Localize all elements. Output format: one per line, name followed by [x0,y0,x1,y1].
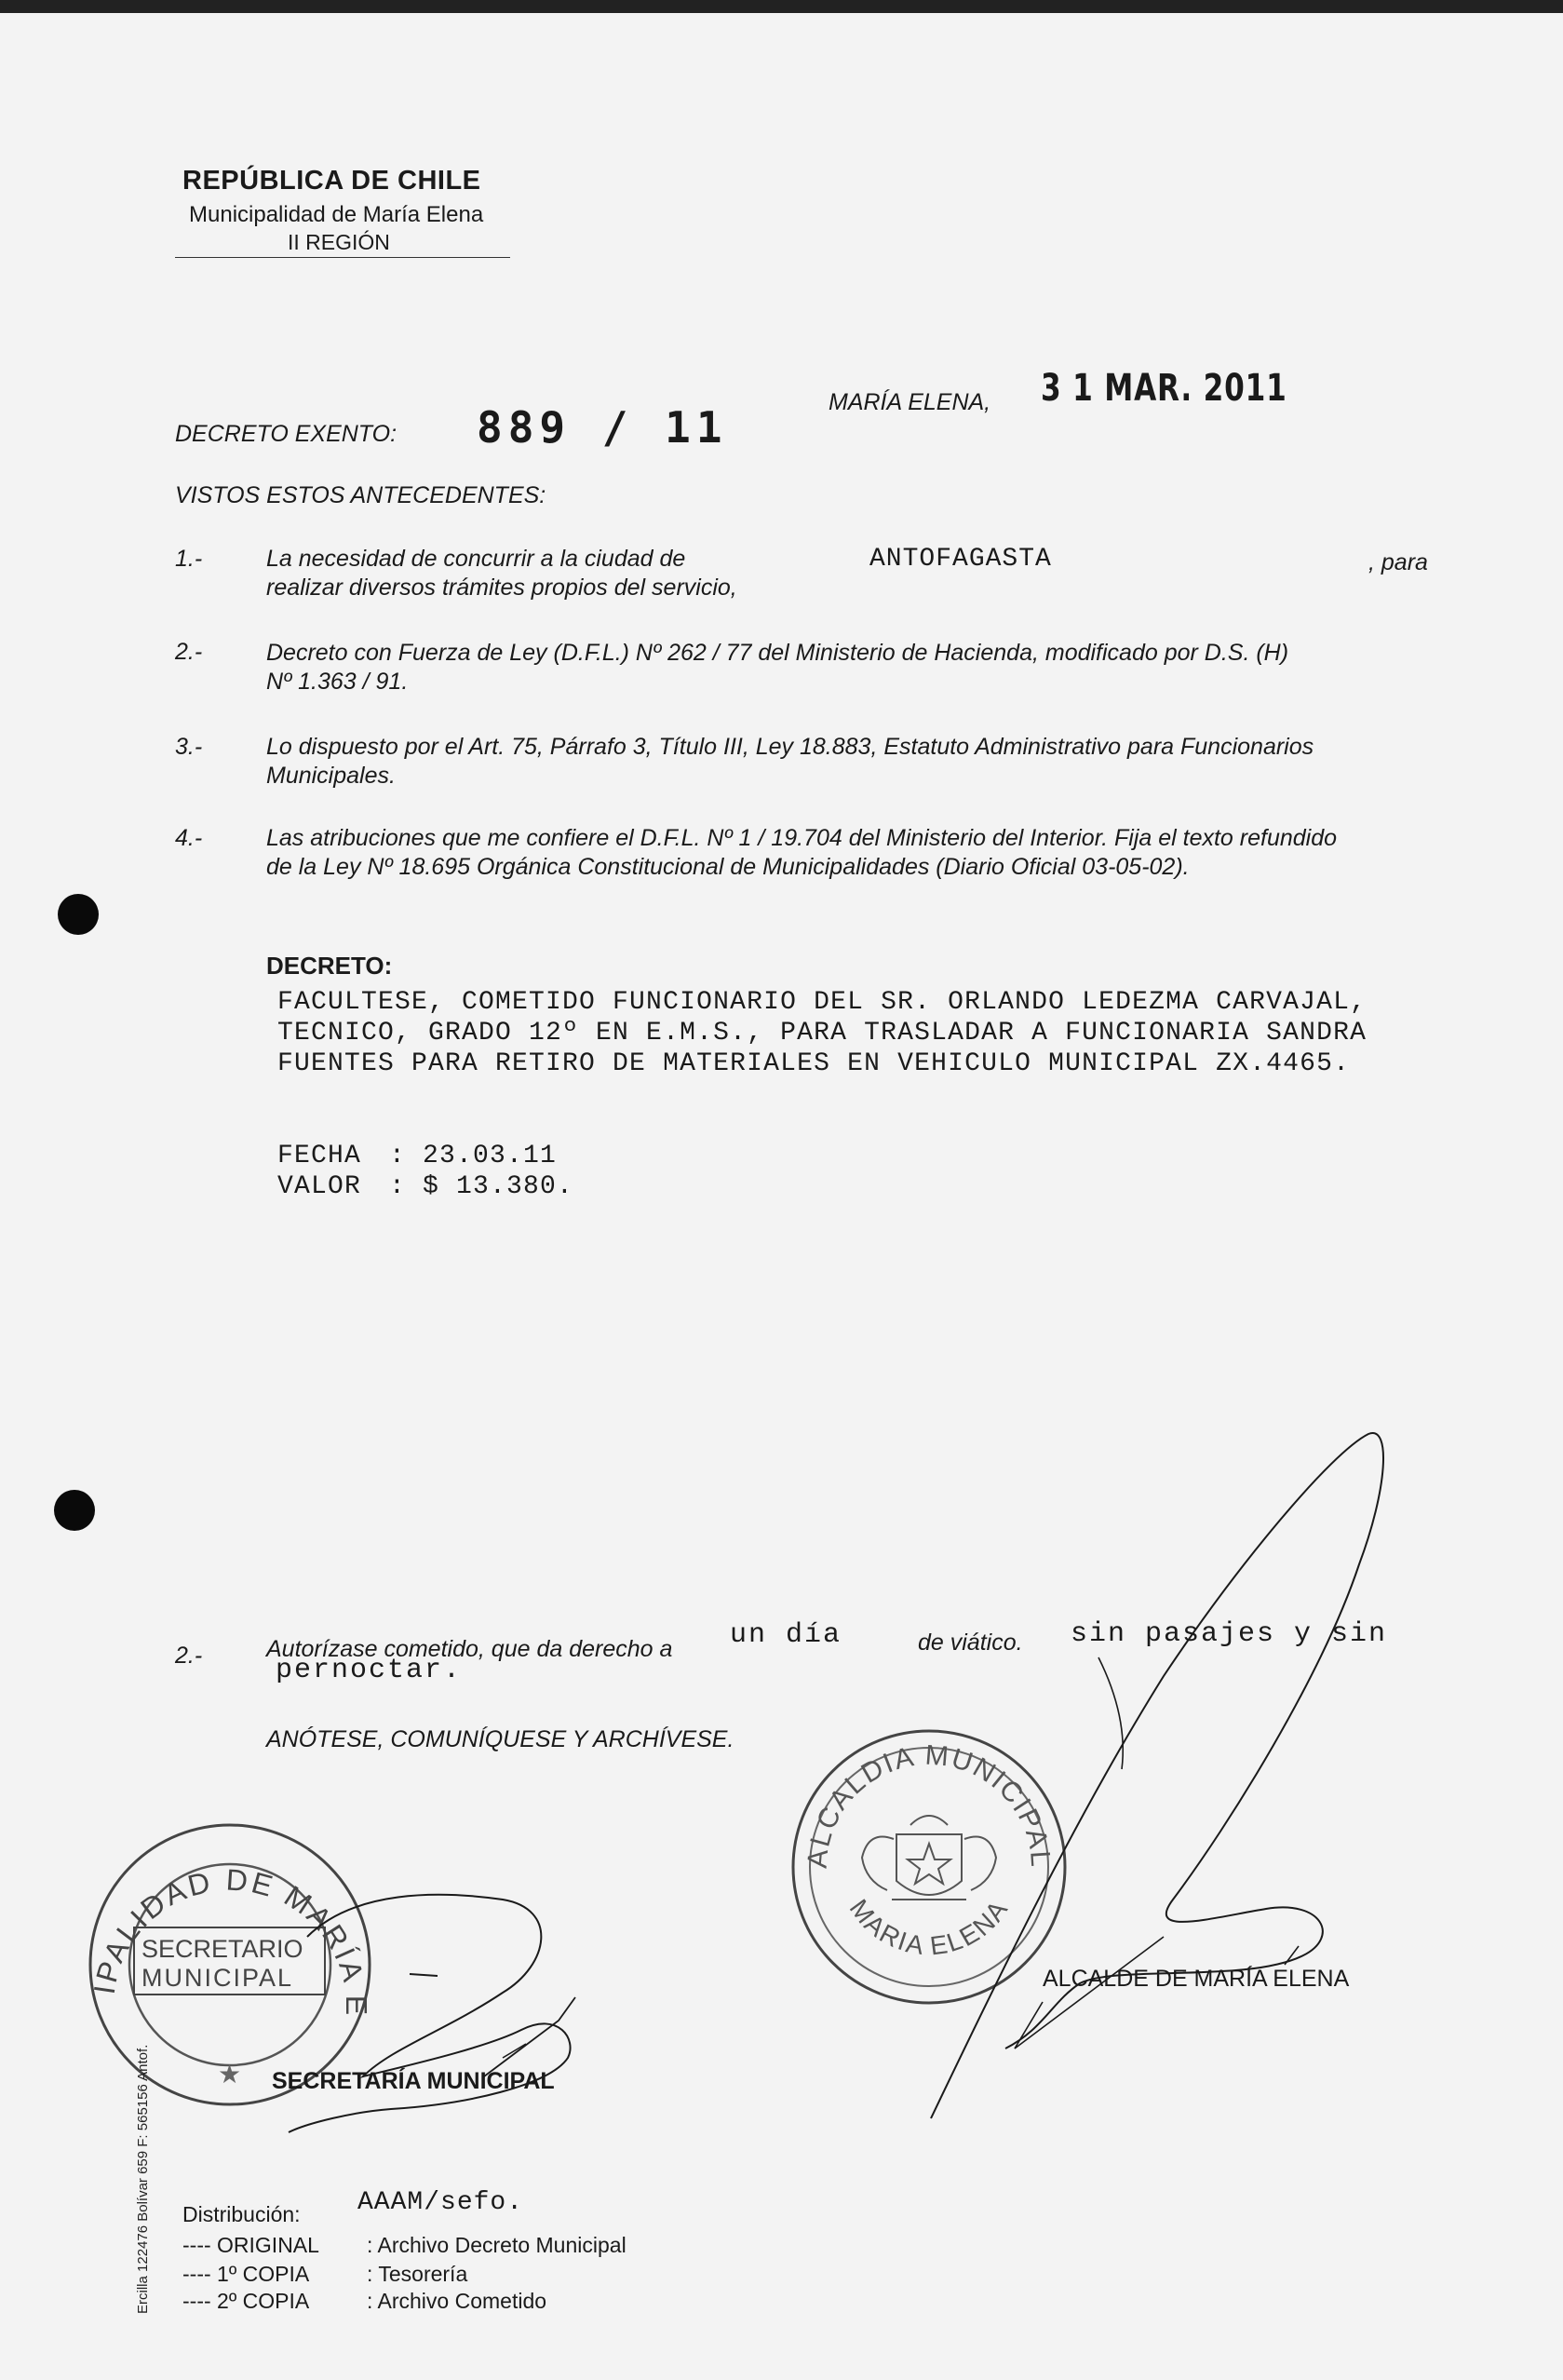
municipality-name: Municipalidad de María Elena [189,202,484,227]
decree-label: DECRETO EXENTO: [175,421,397,447]
destination-city: ANTOFAGASTA [869,545,1052,574]
alcaldia-seal-bottom: MARIA ELENA [843,1893,1015,1961]
closing-formula: ANÓTESE, COMUNÍQUESE Y ARCHÍVESE. [266,1726,734,1752]
decreto-line-1: FACULTESE, COMETIDO FUNCIONARIO DEL SR. ORLANDO LEDEZMA CARVAJAL, [277,988,1368,1017]
decree-number: 889 / 11 [477,402,728,453]
valor-value: : $ 13.380. [389,1172,574,1201]
decree-date: 3 1 MAR. 2011 [1041,367,1287,410]
fecha-value: : 23.03.11 [389,1142,558,1170]
distribution-copy-1: ---- ORIGINAL [182,2233,319,2257]
vistos-1-num: 1.- [175,546,203,572]
distribution-copy-2: ---- 1º COPIA [182,2262,310,2286]
star-icon: ★ [218,2059,242,2089]
republic-title: REPÚBLICA DE CHILE [182,166,481,196]
distribution-dest-3: : Archivo Cometido [367,2289,547,2313]
autoriza-line2: pernoctar. [276,1655,463,1686]
autoriza-num: 2.- [175,1643,203,1669]
secretaria-seal-center-2: MUNICIPAL [141,1964,294,1992]
secretaria-seal-ring: MUNICIPALIDAD DE MARÍA ELENA [72,1793,374,2019]
decree-place: MARÍA ELENA, [829,389,991,415]
vistos-3-line2: Municipales. [266,763,396,789]
vistos-1-para: , para [1368,549,1428,575]
vistos-1-text: La necesidad de concurrir a la ciudad de [266,546,686,572]
vistos-title: VISTOS ESTOS ANTECEDENTES: [175,482,546,508]
valor-label: VALOR [277,1172,362,1201]
distribution-dest-1: : Archivo Decreto Municipal [367,2233,627,2257]
vistos-2-num: 2.- [175,639,203,665]
secretaria-title: SECRETARÍA MUNICIPAL [272,2068,555,2094]
autoriza-text: Autorízase cometido, que da derecho a [266,1636,673,1662]
distribution-copy-3: ---- 2º COPIA [182,2289,310,2313]
vistos-2-line1: Decreto con Fuerza de Ley (D.F.L.) Nº 262 / 77 del Ministerio de Hacienda, modificado por D.S. (H) [266,640,1289,666]
alcalde-title: ALCALDE DE MARÍA ELENA [1043,1966,1350,1992]
vistos-2-line2: Nº 1.363 / 91. [266,669,409,695]
vistos-3-line1: Lo dispuesto por el Art. 75, Párrafo 3, Título III, Ley 18.883, Estatuto Administrativo para Funcionarios [266,734,1314,760]
secretaria-seal-center-1: SECRETARIO [141,1935,303,1963]
autoriza-mid: de viático. [918,1629,1023,1656]
alcaldia-seal-top: ALCALDIA MUNICIPAL [802,1739,1057,1870]
vistos-4-num: 4.- [175,825,203,851]
vistos-3-num: 3.- [175,734,203,760]
region-name: II REGIÓN [288,230,390,254]
distribution-initials: AAAM/sefo. [357,2188,524,2217]
vistos-4-line2: de la Ley Nº 18.695 Orgánica Constitucional de Municipalidades (Diario Oficial 03-05-02). [266,854,1190,880]
distribution-label: Distribución: [182,2202,301,2226]
autoriza-days: un día [730,1619,842,1651]
fecha-label: FECHA [277,1142,362,1170]
vistos-1-line2: realizar diversos trámites propios del servicio, [266,575,737,601]
decreto-line-3: FUENTES PARA RETIRO DE MATERIALES EN VEHICULO MUNICIPAL ZX.4465. [277,1049,1351,1078]
autoriza-tail: sin pasajes y sin [1071,1618,1388,1650]
decreto-line-2: TECNICO, GRADO 12º EN E.M.S., PARA TRASLADAR A FUNCIONARIA SANDRA [277,1019,1368,1048]
vistos-4-line1: Las atribuciones que me confiere el D.F.L. Nº 1 / 19.704 del Ministerio del Interior. Fija el texto refundido [266,825,1338,851]
distribution-dest-2: : Tesorería [367,2262,468,2286]
printer-credit: Ercilla 122476 Bolívar 659 F: 565156 Antof. [135,2044,151,2314]
decreto-label: DECRETO: [266,952,393,980]
